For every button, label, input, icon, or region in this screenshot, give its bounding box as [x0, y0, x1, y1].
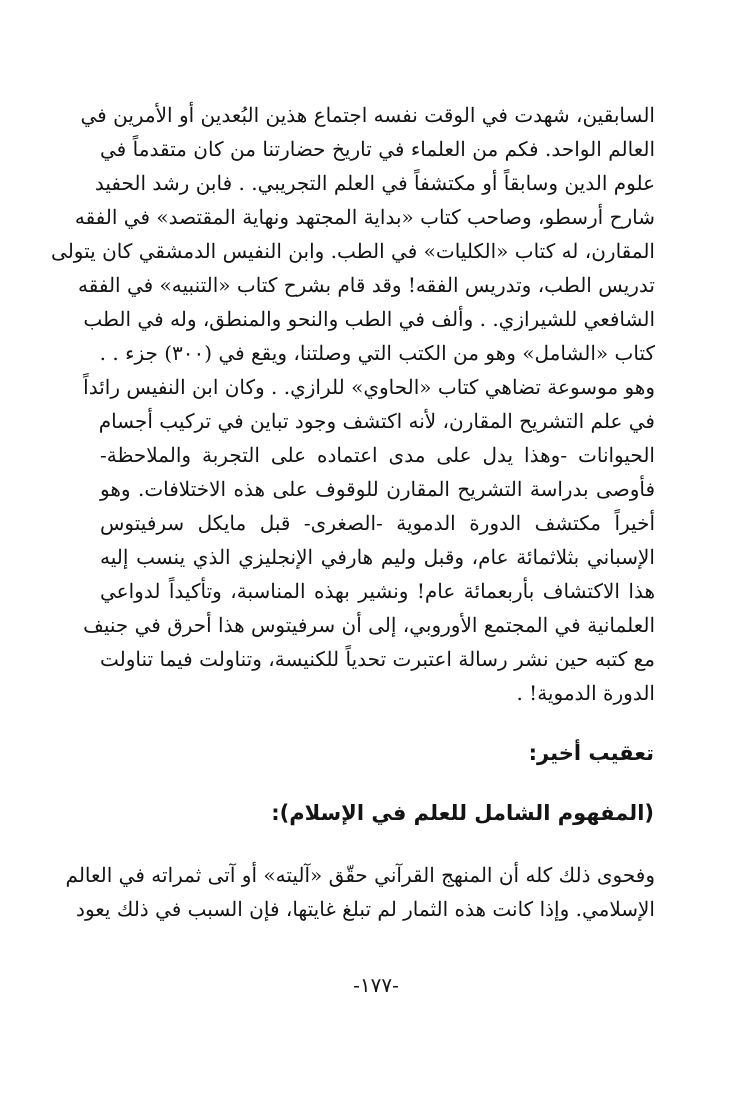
body-line-15: هذا الاكتشاف بأربعمائة عام! ونشير بهذه المناسبة، وتأكيداً لدواعي	[100, 579, 655, 603]
body-line-4: شارح أرسطو، وصاحب كتاب «بداية المجتهد ونهاية المقتصد» في الفقه	[74, 205, 655, 229]
body-line-1: السابقين، شهدت في الوقت نفسه اجتماع هذين البُعدين أو الأمرين في	[80, 103, 655, 127]
closing-line-1: وفحوى ذلك كله أن المنهج القرآني حقّق «آليته» أو آتى ثمراته في العالم	[65, 863, 655, 887]
body-line-7: الشافعي للشيرازي. . وألف في الطب والنحو والمنطق، وله في الطب	[83, 307, 655, 331]
section-heading-final-comment: تعقيب أخير:	[528, 741, 654, 765]
body-line-17: مع كتبه حين نشر رسالة اعتبرت تحدياً للكنيسة، وتناولت فيما تناولت	[100, 647, 655, 671]
body-line-10: في علم التشريح المقارن، لأنه اكتشف وجود تباين في تركيب أجسام	[98, 409, 655, 433]
body-line-12: فأوصى بدراسة التشريح المقارن للوقوف على هذه الاختلافات. وهو	[100, 477, 655, 501]
body-line-5: المقارن، له كتاب «الكليات» في الطب. وابن النفيس الدمشقي كان يتولى	[51, 239, 655, 263]
body-line-11: الحيوانات -وهذا يدل على مدى اعتماده على التجربة والملاحظة-	[100, 443, 655, 467]
section-subheading: (المفهوم الشامل للعلم في الإسلام):	[271, 801, 654, 825]
body-line-14: الإسباني بثلاثمائة عام، وقبل وليم هارفي الإنجليزي الذي ينسب إليه	[100, 545, 655, 569]
closing-line-2: الإسلامي. وإذا كانت هذه الثمار لم تبلغ غايتها، فإن السبب في ذلك يعود	[76, 897, 655, 921]
body-line-13: أخيراً مكتشف الدورة الدموية -الصغرى- قبل مايكل سرفيتوس	[100, 511, 655, 535]
body-line-8: كتاب «الشامل» وهو من الكتب التي وصلتنا، ويقع في (٣٠٠) جزء . .	[99, 341, 655, 365]
page-number: -١٧٧-	[353, 973, 399, 997]
body-line-2: العالم الواحد. فكم من العلماء في تاريخ حضارتنا من كان متقدماً في	[100, 137, 655, 161]
body-line-3: علوم الدين وسابقاً أو مكتشفاً في العلم التجريبي. . فابن رشد الحفيد	[94, 171, 655, 195]
body-line-9: وهو موسوعة تضاهي كتاب «الحاوي» للرازي. . وكان ابن النفيس رائداً	[83, 375, 655, 399]
body-line-16: العلمانية في المجتمع الأوروبي، إلى أن سرفيتوس هذا أحرق في جنيف	[83, 613, 655, 637]
body-line-18: الدورة الدموية! .	[516, 681, 655, 705]
body-line-6: تدريس الطب، وتدريس الفقه! وقد قام بشرح كتاب «التنبيه» في الفقه	[77, 273, 655, 297]
